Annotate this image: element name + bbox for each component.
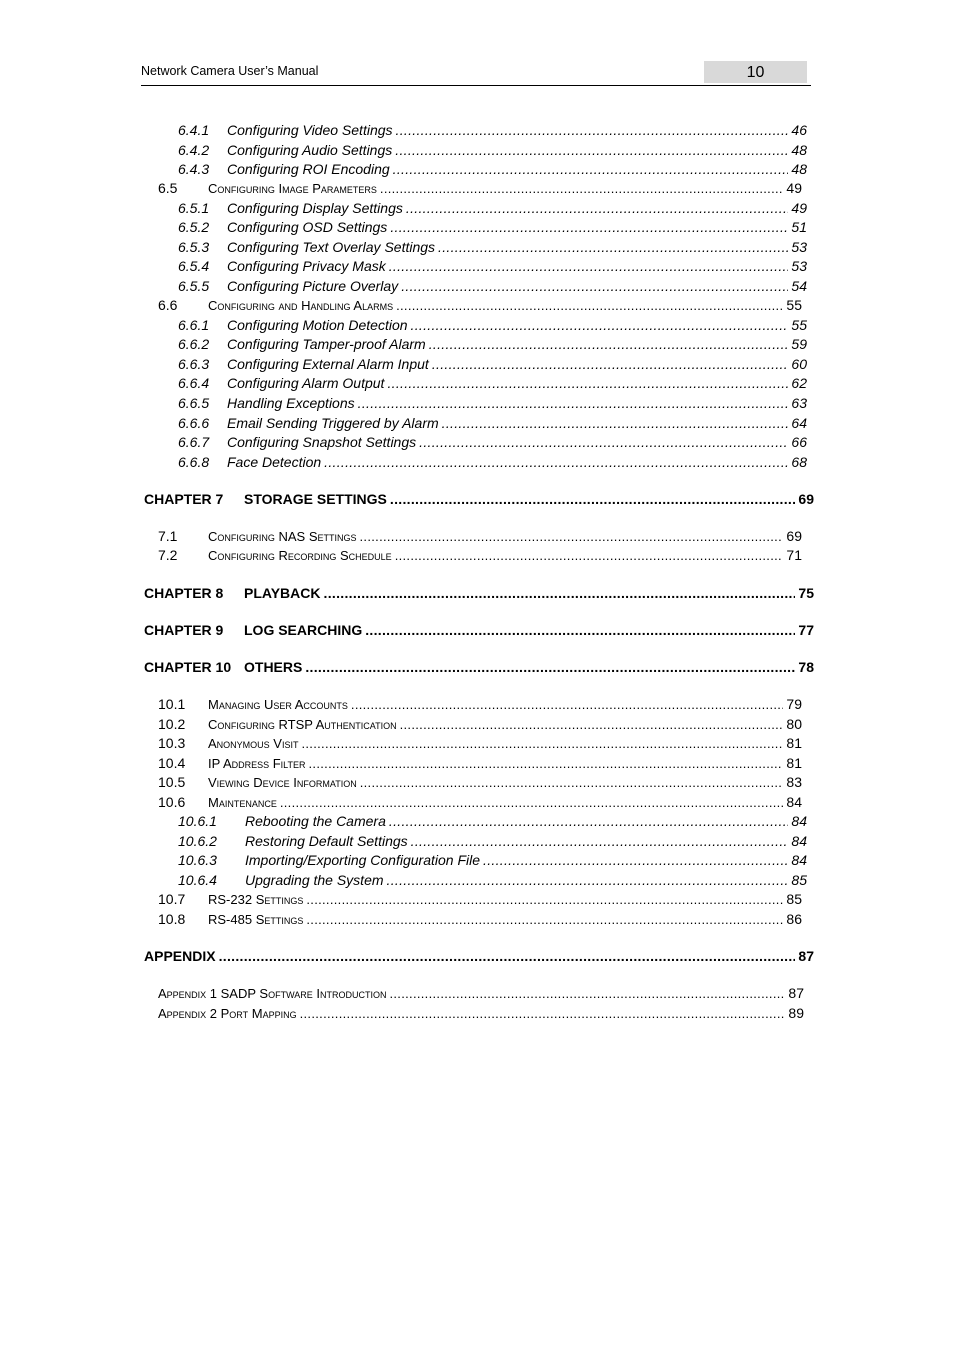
toc-entry-title: Configuring Alarm Output <box>227 375 385 391</box>
toc-entry-number: 6.6.8 <box>178 454 210 470</box>
toc-entry[interactable] <box>158 985 804 1005</box>
toc-entry-leader <box>324 585 796 601</box>
toc-entry-page: 64 <box>791 415 807 431</box>
toc-entry-leader <box>358 395 789 411</box>
toc-entry-leader <box>280 795 784 810</box>
toc-entry-leader <box>401 278 788 294</box>
toc-entry[interactable] <box>178 336 807 356</box>
toc-entry-leader <box>396 122 789 138</box>
toc-entry-number: 10.5 <box>158 774 186 790</box>
toc-entry-title: Configuring Motion Detection <box>227 317 408 333</box>
toc-entry-page: 86 <box>786 911 802 927</box>
toc-entry[interactable] <box>158 528 802 548</box>
toc-entry[interactable] <box>178 395 807 415</box>
toc-entry-title: STORAGE SETTINGS <box>244 491 387 507</box>
toc-entry[interactable] <box>144 622 814 642</box>
toc-entry[interactable] <box>158 755 802 775</box>
toc-entry-number: CHAPTER 7 <box>144 491 224 507</box>
toc-entry-number: 7.2 <box>158 547 178 563</box>
toc-entry[interactable] <box>158 297 802 317</box>
toc-entry-page: 68 <box>791 454 807 470</box>
toc-entry-title: Email Sending Triggered by Alarm <box>227 415 439 431</box>
toc-entry-page: 54 <box>791 278 807 294</box>
toc-entry-title: Configuring Video Settings <box>227 122 393 138</box>
toc-entry[interactable] <box>144 659 814 679</box>
toc-entry-number: 10.1 <box>158 696 186 712</box>
toc-entry-leader <box>411 317 789 333</box>
toc-entry-title: Configuring Audio Settings <box>227 142 393 158</box>
toc-entry[interactable] <box>178 258 807 278</box>
toc-entry-title: Upgrading the System <box>245 872 384 888</box>
toc-entry-leader <box>389 258 789 274</box>
toc-entry[interactable] <box>144 585 814 605</box>
toc-entry-number: 10.6.2 <box>178 833 217 849</box>
toc-entry-page: 63 <box>791 395 807 411</box>
toc-entry[interactable] <box>158 716 802 736</box>
toc-entry-leader <box>390 219 788 235</box>
toc-entry[interactable] <box>144 948 814 968</box>
toc-entry[interactable] <box>178 142 807 162</box>
toc-entry-leader <box>396 298 783 313</box>
toc-entry-leader <box>360 775 784 790</box>
toc-entry-number: 10.3 <box>158 735 186 751</box>
toc-entry[interactable] <box>178 122 807 142</box>
toc-entry-number: 7.1 <box>158 528 178 544</box>
toc-entry-title: RS-485 Settings <box>208 912 304 927</box>
toc-entry-leader <box>395 548 784 563</box>
toc-entry-number: 10.6 <box>158 794 186 810</box>
toc-entry[interactable] <box>178 356 807 376</box>
toc-entry-title: Configuring RTSP Authentication <box>208 717 397 732</box>
toc-entry-page: 46 <box>791 122 807 138</box>
toc-entry-page: 78 <box>798 659 814 675</box>
toc-entry-page: 49 <box>791 200 807 216</box>
toc-entry-leader <box>406 200 789 216</box>
toc-entry-page: 80 <box>786 716 802 732</box>
toc-entry-leader <box>219 948 796 964</box>
toc-entry[interactable] <box>178 219 807 239</box>
toc-entry-title: Restoring Default Settings <box>245 833 408 849</box>
toc-entry-number: 6.5.2 <box>178 219 210 235</box>
toc-entry-title: Configuring Image Parameters <box>208 181 377 196</box>
toc-entry-leader <box>483 852 788 868</box>
toc-entry-title: Viewing Device Information <box>208 775 357 790</box>
toc-entry-page: 77 <box>798 622 814 638</box>
toc-entry-title: Configuring Recording Schedule <box>208 548 392 563</box>
toc-entry-number: 6.4.3 <box>178 161 210 177</box>
toc-entry-number: 10.2 <box>158 716 186 732</box>
toc-entry-number: 10.6.3 <box>178 852 217 868</box>
toc-entry-leader <box>400 717 784 732</box>
toc-entry-title: Appendix 2 Port Mapping <box>158 1006 297 1021</box>
toc-entry-title: APPENDIX <box>144 948 216 964</box>
toc-entry-leader <box>365 622 795 638</box>
toc-entry[interactable] <box>178 415 807 435</box>
toc-entry-number: 6.6.7 <box>178 434 210 450</box>
toc-entry-page: 55 <box>791 317 807 333</box>
toc-entry-leader <box>380 181 784 196</box>
toc-entry-title: Handling Exceptions <box>227 395 355 411</box>
toc-entry-page: 87 <box>798 948 814 964</box>
toc-entry-page: 48 <box>791 142 807 158</box>
toc-entry[interactable] <box>178 434 807 454</box>
toc-entry-page: 81 <box>786 755 802 771</box>
toc-entry-page: 84 <box>791 833 807 849</box>
toc-entry-title: Configuring and Handling Alarms <box>208 298 394 313</box>
toc-entry-page: 69 <box>798 491 814 507</box>
toc-entry-number: 6.6.4 <box>178 375 210 391</box>
toc-entry-number: 6.6.5 <box>178 395 210 411</box>
toc-entry-title: Configuring ROI Encoding <box>227 161 390 177</box>
toc-entry-number: 10.4 <box>158 755 186 771</box>
toc-entry-page: 60 <box>791 356 807 372</box>
toc-entry-leader <box>324 454 788 470</box>
toc-entry-title: Configuring External Alarm Input <box>227 356 429 372</box>
toc-entry[interactable] <box>178 239 807 259</box>
toc-entry-page: 89 <box>788 1005 804 1021</box>
toc-entry-page: 81 <box>786 735 802 751</box>
toc-entry-leader <box>393 161 789 177</box>
toc-entry[interactable] <box>178 317 807 337</box>
toc-entry-page: 53 <box>791 258 807 274</box>
toc-entry-title: RS-232 Settings <box>208 892 304 907</box>
toc-entry-title: Configuring Text Overlay Settings <box>227 239 436 255</box>
toc-entry[interactable] <box>144 491 814 511</box>
toc-entry-leader <box>442 415 789 431</box>
toc-entry-title: OTHERS <box>244 659 303 675</box>
toc-entry[interactable] <box>178 833 807 853</box>
toc-entry-title: Appendix 1 SADP Software Introduction <box>158 986 387 1001</box>
toc-entry-number: 6.6.6 <box>178 415 210 431</box>
toc-entry-number: 6.5.5 <box>178 278 210 294</box>
toc-entry[interactable] <box>158 1005 804 1025</box>
toc-entry-page: 55 <box>786 297 802 313</box>
toc-entry-title: PLAYBACK <box>244 585 321 601</box>
toc-entry-number: 6.4.2 <box>178 142 210 158</box>
toc-entry-page: 79 <box>786 696 802 712</box>
toc-entry-title: IP Address Filter <box>208 756 306 771</box>
toc-entry-page: 84 <box>791 813 807 829</box>
toc-entry-title: LOG SEARCHING <box>244 622 363 638</box>
toc-entry-leader <box>429 336 789 352</box>
toc-entry[interactable] <box>158 180 802 200</box>
toc-entry-title: Configuring NAS Settings <box>208 529 357 544</box>
toc-entry-title: Rebooting the Camera <box>245 813 386 829</box>
toc-entry-page: 83 <box>786 774 802 790</box>
toc-entry-title: Importing/Exporting Configuration File <box>245 852 481 868</box>
toc-entry-leader <box>306 912 783 927</box>
toc-entry-leader <box>351 697 784 712</box>
toc-entry-leader <box>360 529 784 544</box>
toc-entry[interactable] <box>158 891 802 911</box>
toc-entry-number: 10.8 <box>158 911 186 927</box>
toc-entry-number: 6.5 <box>158 180 178 196</box>
toc-entry-leader <box>395 142 788 158</box>
toc-entry-page: 71 <box>786 547 802 563</box>
toc-entry-leader <box>309 756 784 771</box>
toc-entry-leader <box>301 736 783 751</box>
toc-entry-number: 6.5.4 <box>178 258 210 274</box>
toc-entry-leader <box>389 986 785 1001</box>
toc-entry-page: 75 <box>798 585 814 601</box>
toc-entry[interactable] <box>158 774 802 794</box>
toc-entry-number: 6.5.1 <box>178 200 210 216</box>
toc-entry-number: 6.6.3 <box>178 356 210 372</box>
toc-entry-page: 51 <box>791 219 807 235</box>
toc-entry[interactable] <box>178 813 807 833</box>
toc-entry-leader <box>432 356 789 372</box>
toc-entry[interactable] <box>178 852 807 872</box>
toc-entry[interactable] <box>178 200 807 220</box>
header-title: Network Camera User’s Manual <box>141 64 319 78</box>
toc-entry[interactable] <box>158 547 802 567</box>
toc-entry-page: 84 <box>786 794 802 810</box>
toc-entry-page: 62 <box>791 375 807 391</box>
toc-entry[interactable] <box>158 696 802 716</box>
toc-entry-leader <box>300 1006 786 1021</box>
toc-entry-page: 87 <box>788 985 804 1001</box>
toc-entry-number: 10.6.1 <box>178 813 217 829</box>
toc-entry-number: 10.7 <box>158 891 186 907</box>
toc-entry[interactable] <box>178 161 807 181</box>
toc-entry[interactable] <box>178 872 807 892</box>
toc-entry-title: Configuring Snapshot Settings <box>227 434 417 450</box>
toc-entry-title: Configuring Display Settings <box>227 200 403 216</box>
toc-entry-title: Anonymous Visit <box>208 736 299 751</box>
toc-entry-page: 85 <box>786 891 802 907</box>
toc-entry-page: 48 <box>791 161 807 177</box>
toc-entry-leader <box>387 872 789 888</box>
toc-entry-page: 53 <box>791 239 807 255</box>
toc-entry-leader <box>419 434 788 450</box>
toc-entry-number: 6.6.1 <box>178 317 210 333</box>
page-number: 10 <box>704 61 807 83</box>
toc-entry-page: 66 <box>791 434 807 450</box>
toc-entry-leader <box>438 239 788 255</box>
toc-entry-number: 6.6 <box>158 297 178 313</box>
toc-entry-page: 85 <box>791 872 807 888</box>
toc-entry[interactable] <box>178 375 807 395</box>
toc-entry-title: Configuring Tamper-proof Alarm <box>227 336 426 352</box>
toc-entry-leader <box>306 892 783 907</box>
toc-entry-title: Configuring Privacy Mask <box>227 258 386 274</box>
toc-entry-title: Configuring OSD Settings <box>227 219 388 235</box>
toc-entry[interactable] <box>158 735 802 755</box>
toc-entry-page: 59 <box>791 336 807 352</box>
toc-entry-number: 6.5.3 <box>178 239 210 255</box>
toc-entry-number: CHAPTER 8 <box>144 585 224 601</box>
toc-entry-leader <box>387 375 788 391</box>
toc-entry-page: 49 <box>786 180 802 196</box>
toc-entry-number: CHAPTER 10 <box>144 659 232 675</box>
toc-entry-number: CHAPTER 9 <box>144 622 224 638</box>
toc-entry-page: 69 <box>786 528 802 544</box>
toc-entry[interactable] <box>178 278 807 298</box>
toc-entry-number: 6.4.1 <box>178 122 210 138</box>
toc-entry-number: 6.6.2 <box>178 336 210 352</box>
toc-entry-title: Maintenance <box>208 795 277 810</box>
toc-entry-title: Configuring Picture Overlay <box>227 278 399 294</box>
toc-entry-title: Managing User Accounts <box>208 697 348 712</box>
toc-entry-leader <box>305 659 795 675</box>
header-rule <box>141 85 811 86</box>
toc-entry[interactable] <box>158 911 802 931</box>
toc-entry-page: 84 <box>791 852 807 868</box>
toc-entry[interactable] <box>158 794 802 814</box>
toc-entry-title: Face Detection <box>227 454 322 470</box>
toc-entry-leader <box>389 813 789 829</box>
toc-entry-leader <box>411 833 789 849</box>
toc-entry-number: 10.6.4 <box>178 872 217 888</box>
toc-entry-leader <box>390 491 796 507</box>
toc-entry[interactable] <box>178 454 807 474</box>
